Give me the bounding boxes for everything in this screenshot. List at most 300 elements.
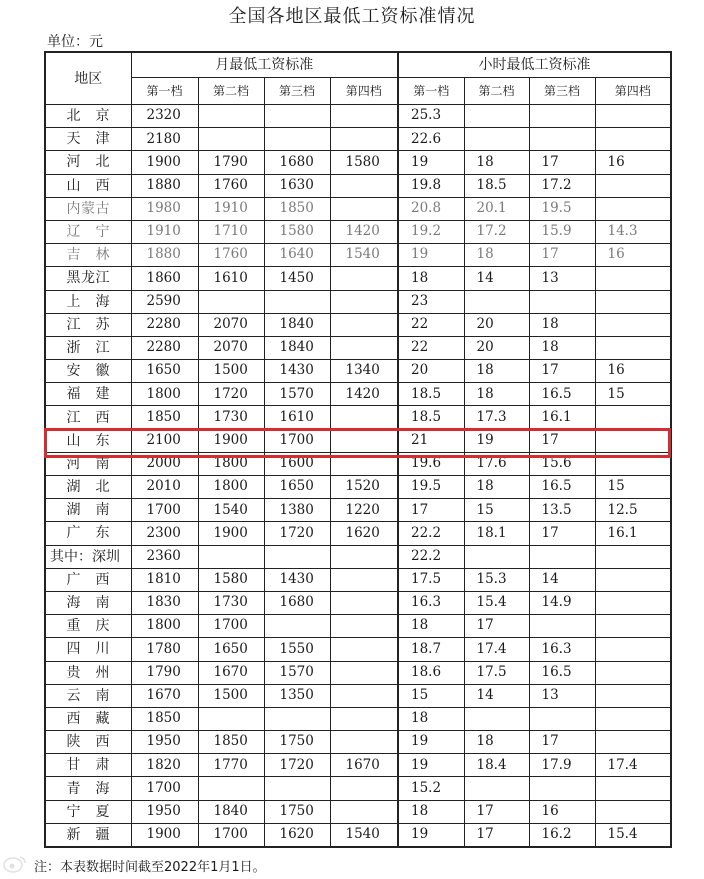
region-cell: 宁 夏: [45, 800, 131, 823]
hourly-tier-2-cell: 19: [464, 429, 529, 452]
monthly-tier-2-cell: 1580: [198, 568, 264, 591]
monthly-tier-1-cell: 2300: [131, 522, 198, 545]
hourly-tier-2-cell: 15.4: [464, 591, 529, 614]
monthly-tier-1-cell: 1900: [131, 823, 198, 847]
table-row: [45, 754, 671, 777]
hourly-tier-2-cell: [464, 777, 529, 800]
table-row: [45, 522, 671, 545]
monthly-tier-2-cell: 1800: [198, 452, 264, 475]
hourly-tier-3-cell: [529, 290, 595, 313]
hourly-tier-4-cell: 14.3: [595, 220, 671, 243]
region-cell: 河 北: [45, 151, 131, 174]
hourly-tier-2-cell: 17: [464, 800, 529, 823]
hourly-tier-3-cell: 15.6: [529, 452, 595, 475]
table-row: [45, 591, 671, 614]
monthly-tier-1-cell: 2280: [131, 313, 198, 336]
monthly-tier-3-cell: 1630: [264, 174, 330, 197]
region-cell: 山 东: [45, 429, 131, 452]
header-hourly-tier-1: 第一档: [398, 78, 464, 105]
table-row: [45, 707, 671, 730]
monthly-tier-4-cell: [330, 174, 398, 197]
hourly-tier-3-cell: [529, 128, 595, 151]
hourly-tier-1-cell: 18.5: [398, 406, 464, 429]
monthly-tier-1-cell: 1850: [131, 406, 198, 429]
table-row: [45, 823, 671, 847]
table-row: [45, 244, 671, 267]
region-cell: 广 东: [45, 522, 131, 545]
hourly-tier-3-cell: [529, 105, 595, 128]
hourly-tier-3-cell: [529, 777, 595, 800]
hourly-tier-2-cell: 17: [464, 615, 529, 638]
monthly-tier-4-cell: [330, 800, 398, 823]
header-region: 地区: [45, 52, 131, 105]
hourly-tier-4-cell: [595, 615, 671, 638]
region-cell: 江 苏: [45, 313, 131, 336]
hourly-tier-4-cell: [595, 731, 671, 754]
region-cell: 其中：深圳: [45, 545, 131, 568]
monthly-tier-3-cell: 1600: [264, 452, 330, 475]
table-body: [45, 105, 671, 848]
region-cell: 内蒙古: [45, 197, 131, 220]
table-row: [45, 684, 671, 707]
monthly-tier-4-cell: [330, 105, 398, 128]
monthly-tier-4-cell: 1420: [330, 220, 398, 243]
table-row: [45, 499, 671, 522]
hourly-tier-2-cell: 18: [464, 151, 529, 174]
monthly-tier-2-cell: 1910: [198, 197, 264, 220]
monthly-tier-1-cell: 1980: [131, 197, 198, 220]
table-row: [45, 545, 671, 568]
monthly-tier-4-cell: 1340: [330, 360, 398, 383]
monthly-tier-3-cell: [264, 777, 330, 800]
monthly-tier-1-cell: 2180: [131, 128, 198, 151]
monthly-tier-2-cell: 1700: [198, 823, 264, 847]
hourly-tier-4-cell: [595, 661, 671, 684]
hourly-tier-4-cell: [595, 568, 671, 591]
monthly-tier-4-cell: 1540: [330, 244, 398, 267]
monthly-tier-4-cell: [330, 615, 398, 638]
table-row: [45, 800, 671, 823]
header-monthly-tier-2: 第二档: [198, 78, 264, 105]
monthly-tier-4-cell: [330, 336, 398, 359]
hourly-tier-3-cell: [529, 707, 595, 730]
monthly-tier-2-cell: 1900: [198, 429, 264, 452]
monthly-tier-2-cell: 1850: [198, 731, 264, 754]
monthly-tier-2-cell: 1790: [198, 151, 264, 174]
hourly-tier-1-cell: 18.7: [398, 638, 464, 661]
page-title: 全国各地区最低工资标准情况: [228, 6, 476, 27]
region-cell: 安 徽: [45, 360, 131, 383]
region-cell: 广 西: [45, 568, 131, 591]
header-hourly-tier-4: 第四档: [595, 78, 671, 105]
hourly-tier-2-cell: 18: [464, 360, 529, 383]
hourly-tier-2-cell: 18.4: [464, 754, 529, 777]
hourly-tier-3-cell: 16.1: [529, 406, 595, 429]
table-row: [45, 638, 671, 661]
hourly-tier-3-cell: 17: [529, 429, 595, 452]
hourly-tier-1-cell: 22.2: [398, 522, 464, 545]
hourly-tier-2-cell: 18: [464, 383, 529, 406]
table-row: [45, 174, 671, 197]
hourly-tier-1-cell: 18: [398, 707, 464, 730]
monthly-tier-1-cell: 1900: [131, 151, 198, 174]
hourly-tier-4-cell: [595, 777, 671, 800]
monthly-tier-2-cell: [198, 105, 264, 128]
hourly-tier-4-cell: 12.5: [595, 499, 671, 522]
hourly-tier-3-cell: 16: [529, 800, 595, 823]
hourly-tier-4-cell: [595, 684, 671, 707]
monthly-tier-3-cell: 1750: [264, 731, 330, 754]
monthly-tier-3-cell: [264, 615, 330, 638]
monthly-tier-3-cell: [264, 290, 330, 313]
hourly-tier-4-cell: [595, 267, 671, 290]
monthly-tier-4-cell: 1540: [330, 823, 398, 847]
monthly-tier-4-cell: [330, 707, 398, 730]
region-cell: 河 南: [45, 452, 131, 475]
table-row: [45, 476, 671, 499]
monthly-tier-3-cell: 1750: [264, 800, 330, 823]
hourly-tier-2-cell: 17.2: [464, 220, 529, 243]
hourly-tier-4-cell: 16: [595, 244, 671, 267]
monthly-tier-2-cell: [198, 707, 264, 730]
hourly-tier-3-cell: 16.5: [529, 661, 595, 684]
hourly-tier-3-cell: 14.9: [529, 591, 595, 614]
monthly-tier-1-cell: 1800: [131, 615, 198, 638]
monthly-tier-2-cell: 1730: [198, 406, 264, 429]
monthly-tier-3-cell: 1550: [264, 638, 330, 661]
hourly-tier-1-cell: 15: [398, 684, 464, 707]
table-row: [45, 151, 671, 174]
hourly-tier-2-cell: 18.1: [464, 522, 529, 545]
hourly-tier-1-cell: 18: [398, 267, 464, 290]
hourly-tier-1-cell: 19: [398, 823, 464, 847]
hourly-tier-2-cell: 15: [464, 499, 529, 522]
hourly-tier-4-cell: 15: [595, 383, 671, 406]
hourly-tier-1-cell: 19: [398, 754, 464, 777]
header-hourly-tier-3: 第三档: [529, 78, 595, 105]
table-row: [45, 731, 671, 754]
region-cell: 辽 宁: [45, 220, 131, 243]
hourly-tier-3-cell: 17.9: [529, 754, 595, 777]
monthly-tier-2-cell: [198, 777, 264, 800]
monthly-tier-3-cell: 1720: [264, 522, 330, 545]
monthly-tier-2-cell: 2070: [198, 336, 264, 359]
monthly-tier-3-cell: [264, 707, 330, 730]
monthly-tier-3-cell: 1580: [264, 220, 330, 243]
hourly-tier-3-cell: 17: [529, 360, 595, 383]
monthly-tier-4-cell: 1420: [330, 383, 398, 406]
hourly-tier-2-cell: 14: [464, 684, 529, 707]
hourly-tier-4-cell: [595, 336, 671, 359]
hourly-tier-4-cell: [595, 197, 671, 220]
hourly-tier-1-cell: 19: [398, 731, 464, 754]
hourly-tier-2-cell: 17: [464, 823, 529, 847]
monthly-tier-4-cell: [330, 731, 398, 754]
header-hourly-tier-2: 第二档: [464, 78, 529, 105]
monthly-tier-1-cell: 1670: [131, 684, 198, 707]
hourly-tier-2-cell: 17.3: [464, 406, 529, 429]
table-row: [45, 615, 671, 638]
hourly-tier-2-cell: [464, 707, 529, 730]
hourly-tier-1-cell: 21: [398, 429, 464, 452]
monthly-tier-3-cell: 1450: [264, 267, 330, 290]
region-cell: 福 建: [45, 383, 131, 406]
monthly-tier-1-cell: 2100: [131, 429, 198, 452]
monthly-tier-4-cell: 1520: [330, 476, 398, 499]
header-monthly-tier-4: 第四档: [330, 78, 398, 105]
hourly-tier-3-cell: 17: [529, 151, 595, 174]
monthly-tier-4-cell: [330, 197, 398, 220]
monthly-tier-4-cell: [330, 568, 398, 591]
monthly-tier-4-cell: [330, 638, 398, 661]
region-cell: 贵 州: [45, 661, 131, 684]
monthly-tier-4-cell: 1620: [330, 522, 398, 545]
hourly-tier-1-cell: 19.5: [398, 476, 464, 499]
hourly-tier-3-cell: 17: [529, 731, 595, 754]
monthly-tier-1-cell: 1820: [131, 754, 198, 777]
monthly-tier-2-cell: [198, 290, 264, 313]
monthly-tier-1-cell: 1700: [131, 499, 198, 522]
monthly-tier-4-cell: 1670: [330, 754, 398, 777]
hourly-tier-1-cell: 19.6: [398, 452, 464, 475]
monthly-tier-3-cell: 1430: [264, 568, 330, 591]
monthly-tier-1-cell: 2280: [131, 336, 198, 359]
monthly-tier-2-cell: 1730: [198, 591, 264, 614]
monthly-tier-1-cell: 2360: [131, 545, 198, 568]
hourly-tier-2-cell: [464, 545, 529, 568]
hourly-tier-3-cell: 16.3: [529, 638, 595, 661]
monthly-tier-1-cell: 1910: [131, 220, 198, 243]
hourly-tier-1-cell: 18: [398, 800, 464, 823]
table-row: [45, 336, 671, 359]
table-row: [45, 568, 671, 591]
monthly-tier-1-cell: 1700: [131, 777, 198, 800]
monthly-tier-4-cell: [330, 661, 398, 684]
hourly-tier-1-cell: 20.8: [398, 197, 464, 220]
monthly-tier-3-cell: [264, 545, 330, 568]
table-row: [45, 313, 671, 336]
region-cell: 北 京: [45, 105, 131, 128]
table-row: [45, 105, 671, 128]
hourly-tier-4-cell: [595, 591, 671, 614]
region-cell: 吉 林: [45, 244, 131, 267]
monthly-tier-3-cell: 1380: [264, 499, 330, 522]
header-row-tiers: [45, 78, 671, 105]
table-row: [45, 383, 671, 406]
region-cell: 江 西: [45, 406, 131, 429]
hourly-tier-1-cell: 22: [398, 313, 464, 336]
monthly-tier-4-cell: [330, 545, 398, 568]
monthly-tier-1-cell: 2010: [131, 476, 198, 499]
monthly-tier-3-cell: 1840: [264, 336, 330, 359]
hourly-tier-3-cell: 19.5: [529, 197, 595, 220]
hourly-tier-1-cell: 16.3: [398, 591, 464, 614]
header-monthly-tier-1: 第一档: [131, 78, 198, 105]
hourly-tier-4-cell: [595, 800, 671, 823]
hourly-tier-4-cell: 16: [595, 151, 671, 174]
hourly-tier-3-cell: 13: [529, 684, 595, 707]
region-cell: 甘 肃: [45, 754, 131, 777]
hourly-tier-4-cell: [595, 105, 671, 128]
monthly-tier-3-cell: 1680: [264, 591, 330, 614]
hourly-tier-4-cell: [595, 707, 671, 730]
hourly-tier-2-cell: [464, 105, 529, 128]
hourly-tier-4-cell: 16.1: [595, 522, 671, 545]
monthly-tier-4-cell: [330, 429, 398, 452]
hourly-tier-1-cell: 25.3: [398, 105, 464, 128]
monthly-tier-4-cell: [330, 290, 398, 313]
hourly-tier-4-cell: 15.4: [595, 823, 671, 847]
table-row: [45, 777, 671, 800]
hourly-tier-3-cell: 15.9: [529, 220, 595, 243]
hourly-tier-3-cell: 17: [529, 522, 595, 545]
monthly-tier-3-cell: 1680: [264, 151, 330, 174]
monthly-tier-2-cell: 1900: [198, 522, 264, 545]
hourly-tier-4-cell: [595, 290, 671, 313]
hourly-tier-1-cell: 20: [398, 360, 464, 383]
monthly-tier-2-cell: 1670: [198, 661, 264, 684]
table-row: [45, 197, 671, 220]
monthly-tier-3-cell: 1640: [264, 244, 330, 267]
monthly-tier-1-cell: 1850: [131, 707, 198, 730]
table-row: [45, 360, 671, 383]
hourly-tier-2-cell: 18: [464, 476, 529, 499]
hourly-tier-3-cell: 17: [529, 244, 595, 267]
region-cell: 湖 北: [45, 476, 131, 499]
monthly-tier-3-cell: 1720: [264, 754, 330, 777]
hourly-tier-4-cell: [595, 128, 671, 151]
monthly-tier-1-cell: 1790: [131, 661, 198, 684]
region-cell: 海 南: [45, 591, 131, 614]
watermark-logo: [2, 854, 28, 874]
monthly-tier-1-cell: 2320: [131, 105, 198, 128]
monthly-tier-1-cell: 1800: [131, 383, 198, 406]
monthly-tier-4-cell: [330, 684, 398, 707]
hourly-tier-1-cell: 22.2: [398, 545, 464, 568]
monthly-tier-2-cell: 2070: [198, 313, 264, 336]
hourly-tier-2-cell: 15.3: [464, 568, 529, 591]
hourly-tier-3-cell: 17.2: [529, 174, 595, 197]
monthly-tier-2-cell: 1650: [198, 638, 264, 661]
hourly-tier-1-cell: 19: [398, 244, 464, 267]
monthly-tier-2-cell: 1500: [198, 360, 264, 383]
header-row-groups: [45, 52, 671, 78]
monthly-tier-2-cell: 1760: [198, 244, 264, 267]
table-row: [45, 661, 671, 684]
hourly-tier-3-cell: 18: [529, 313, 595, 336]
table-row: [45, 452, 671, 475]
hourly-tier-3-cell: 16.5: [529, 476, 595, 499]
monthly-tier-3-cell: [264, 105, 330, 128]
hourly-tier-1-cell: 22.6: [398, 128, 464, 151]
hourly-tier-1-cell: 19: [398, 151, 464, 174]
hourly-tier-1-cell: 22: [398, 336, 464, 359]
monthly-tier-3-cell: 1620: [264, 823, 330, 847]
monthly-tier-4-cell: [330, 452, 398, 475]
header-hourly-group: 小时最低工资标准: [398, 52, 671, 78]
monthly-tier-2-cell: 1700: [198, 615, 264, 638]
hourly-tier-3-cell: 14: [529, 568, 595, 591]
monthly-tier-3-cell: 1850: [264, 197, 330, 220]
hourly-tier-1-cell: 15.2: [398, 777, 464, 800]
hourly-tier-1-cell: 19.2: [398, 220, 464, 243]
hourly-tier-4-cell: [595, 429, 671, 452]
table-row: [45, 128, 671, 151]
monthly-tier-4-cell: [330, 406, 398, 429]
monthly-tier-1-cell: 1880: [131, 244, 198, 267]
hourly-tier-2-cell: 18: [464, 731, 529, 754]
monthly-tier-2-cell: 1800: [198, 476, 264, 499]
monthly-tier-1-cell: 2000: [131, 452, 198, 475]
monthly-tier-2-cell: 1500: [198, 684, 264, 707]
monthly-tier-3-cell: 1350: [264, 684, 330, 707]
monthly-tier-3-cell: 1650: [264, 476, 330, 499]
monthly-tier-3-cell: 1610: [264, 406, 330, 429]
monthly-tier-1-cell: 1860: [131, 267, 198, 290]
hourly-tier-3-cell: 13: [529, 267, 595, 290]
monthly-tier-2-cell: 1840: [198, 800, 264, 823]
hourly-tier-2-cell: 20: [464, 313, 529, 336]
hourly-tier-3-cell: 13.5: [529, 499, 595, 522]
hourly-tier-3-cell: 16.2: [529, 823, 595, 847]
hourly-tier-1-cell: 18: [398, 615, 464, 638]
hourly-tier-3-cell: [529, 615, 595, 638]
hourly-tier-1-cell: 23: [398, 290, 464, 313]
monthly-tier-3-cell: 1570: [264, 661, 330, 684]
minimum-wage-table: [44, 51, 672, 848]
monthly-tier-4-cell: [330, 267, 398, 290]
region-cell: 青 海: [45, 777, 131, 800]
hourly-tier-4-cell: [595, 452, 671, 475]
region-cell: 新 疆: [45, 823, 131, 847]
hourly-tier-2-cell: 18: [464, 244, 529, 267]
header-monthly-tier-3: 第三档: [264, 78, 330, 105]
monthly-tier-1-cell: 1950: [131, 731, 198, 754]
monthly-tier-1-cell: 1880: [131, 174, 198, 197]
region-cell: 陕 西: [45, 731, 131, 754]
table-row: [45, 406, 671, 429]
monthly-tier-1-cell: 1830: [131, 591, 198, 614]
hourly-tier-1-cell: 17: [398, 499, 464, 522]
hourly-tier-4-cell: 16: [595, 360, 671, 383]
hourly-tier-3-cell: 18: [529, 336, 595, 359]
monthly-tier-4-cell: [330, 591, 398, 614]
hourly-tier-2-cell: 17.5: [464, 661, 529, 684]
hourly-tier-2-cell: [464, 128, 529, 151]
hourly-tier-3-cell: 16.5: [529, 383, 595, 406]
hourly-tier-1-cell: 18.6: [398, 661, 464, 684]
hourly-tier-1-cell: 17.5: [398, 568, 464, 591]
region-cell: 上 海: [45, 290, 131, 313]
monthly-tier-4-cell: [330, 128, 398, 151]
hourly-tier-4-cell: [595, 638, 671, 661]
hourly-tier-2-cell: [464, 290, 529, 313]
monthly-tier-4-cell: 1580: [330, 151, 398, 174]
monthly-tier-3-cell: 1430: [264, 360, 330, 383]
footnote: 注：本表数据时间截至2022年1月1日。: [34, 860, 266, 875]
region-cell: 黑龙江: [45, 267, 131, 290]
region-cell: 浙 江: [45, 336, 131, 359]
monthly-tier-2-cell: 1710: [198, 220, 264, 243]
table-row: [45, 220, 671, 243]
table-row: [45, 290, 671, 313]
hourly-tier-2-cell: 14: [464, 267, 529, 290]
monthly-tier-1-cell: 1950: [131, 800, 198, 823]
hourly-tier-2-cell: 18.5: [464, 174, 529, 197]
monthly-tier-3-cell: [264, 128, 330, 151]
monthly-tier-4-cell: [330, 777, 398, 800]
region-cell: 云 南: [45, 684, 131, 707]
